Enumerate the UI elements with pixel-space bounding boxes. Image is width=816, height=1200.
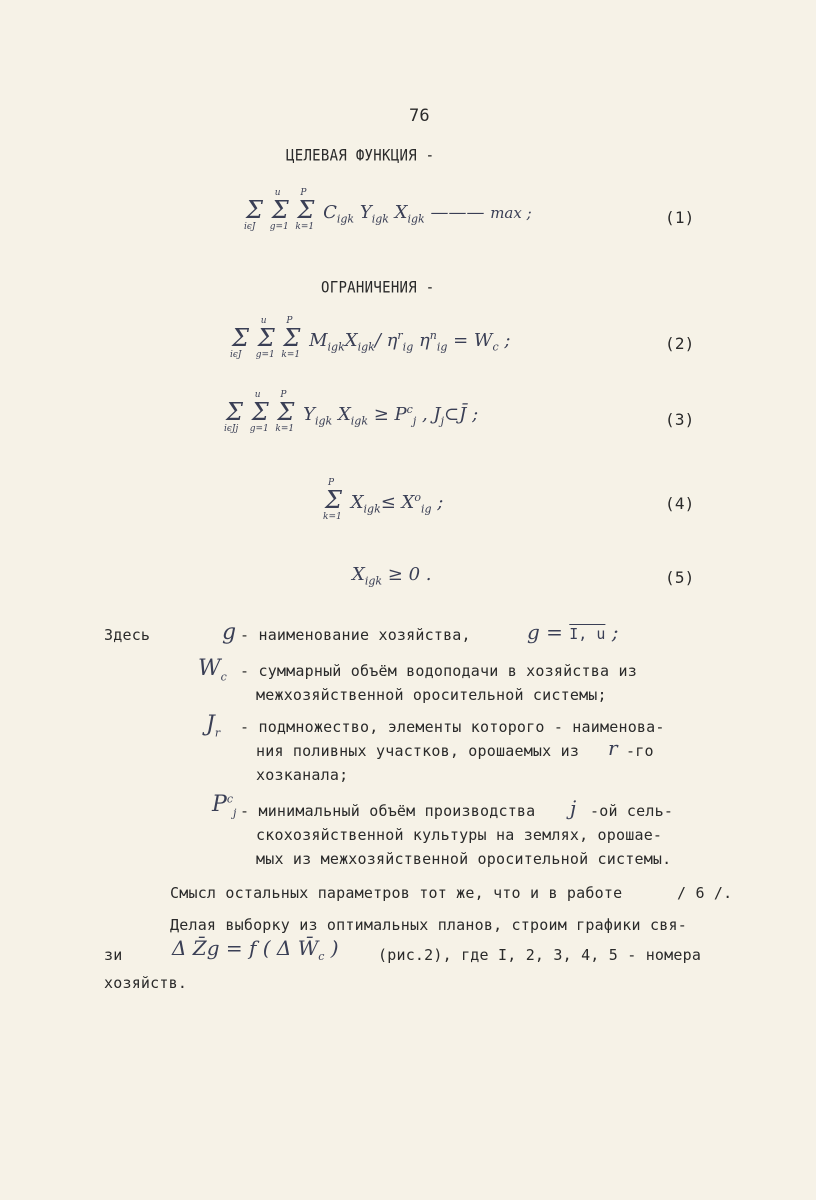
constraints-heading: ОГРАНИЧЕНИЯ - <box>321 278 435 298</box>
reference-bracket: / 6 /. <box>677 884 733 902</box>
equation-4-number: (4) <box>665 494 695 513</box>
definition-pjc-line-2: скохозяйственной культуры на землях, орошае- <box>256 826 663 844</box>
symbol-wc: $W_c$ <box>198 656 227 684</box>
equation-4: Σ P k=1 $X_{igk}\le X^o_{ig}$ ; <box>323 478 444 522</box>
farms-word: хозяйств. <box>104 974 188 992</box>
definition-jr-suffix: -го <box>626 742 654 760</box>
equation-1-number: (1) <box>665 208 695 227</box>
zi-word: зи <box>104 946 123 964</box>
objective-heading: ЦЕЛЕВАЯ ФУНКЦИЯ - <box>286 146 435 166</box>
equation-2: Σ iєJ Σ u g=1 Σ P k=1 $M_{igk}X_{igk}/$ $\eta^r_{ig}$ $\eta^n_{ig} = W_c$ ; <box>230 316 511 360</box>
equation-2-number: (2) <box>665 334 695 353</box>
definitions-intro: Здесь <box>104 626 151 644</box>
choose-line: Делая выборку из оптимальных планов, строим графики свя- <box>170 916 687 934</box>
symbol-pjc: $P^c_j$ <box>212 792 237 820</box>
definition-wc-line-2: межхозяйственной оросительной системы; <box>256 686 607 704</box>
g-range: g = I, u ; <box>527 620 619 644</box>
figure-reference-line: (рис.2), где I, 2, 3, 4, 5 - номера <box>378 946 702 964</box>
definition-g-text: - наименование хозяйства, <box>240 626 471 644</box>
definition-jr-line-3: хозканала; <box>256 766 349 784</box>
symbol-jr: $J_r$ <box>206 712 221 740</box>
definition-wc-line-1: - суммарный объём водоподачи в хозяйства из <box>240 662 637 680</box>
definition-jr-line-1: - подмножество, элементы которого - наименова- <box>240 718 665 736</box>
equation-1: Σ iєJ Σ u g=1 Σ P k=1 $C_{igk}$ $Y_{igk}$ $X_{igk}$ ——— max ; <box>244 188 532 232</box>
definition-jr-line-2: ния поливных участков, орошаемых из <box>256 742 580 760</box>
symbol-j-inline: j <box>570 796 577 820</box>
symbol-g: g <box>222 620 237 645</box>
delta-formula: Δ Z̄g = f ( Δ $W̄_c$ ) <box>172 936 339 963</box>
equation-5: $X_{igk} \ge 0$ . <box>352 564 432 588</box>
equation-5-number: (5) <box>665 568 695 587</box>
reference-number: 6 <box>695 884 705 902</box>
meaning-line: Смысл остальных параметров тот же, что и в работе <box>170 884 623 902</box>
page-number: 76 <box>409 106 430 126</box>
equation-3: Σ iєJj Σ u g=1 Σ P k=1 $Y_{igk}$ $X_{igk} \ge P^c_j$ , $J_j\subset J̄$ ; <box>224 390 479 434</box>
g-range-value: I, u <box>569 625 606 643</box>
definition-pjc-line-1: - минимальный объём производства <box>240 802 536 820</box>
symbol-r-inline: r <box>608 736 618 760</box>
definition-pjc-line-1b: -ой сель- <box>590 802 674 820</box>
equation-3-number: (3) <box>665 410 695 429</box>
definition-pjc-line-3: мых из межхозяйственной оросительной системы. <box>256 850 672 868</box>
